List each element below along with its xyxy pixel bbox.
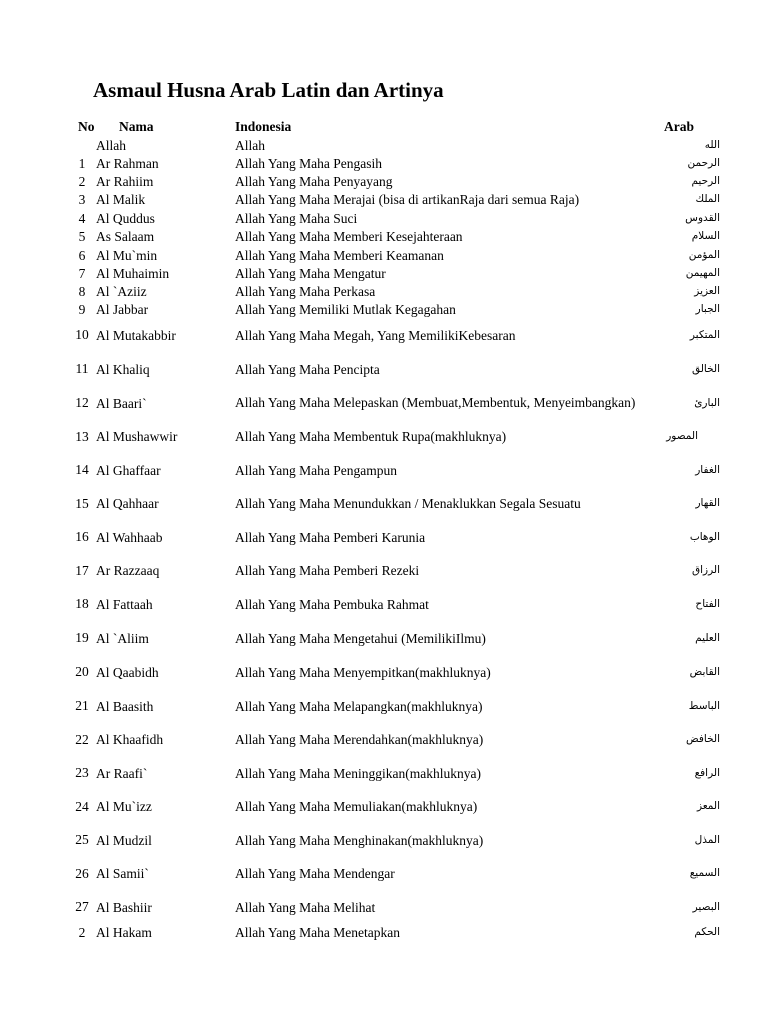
row-number: 6 xyxy=(78,247,86,263)
row-number: 17 xyxy=(75,562,89,578)
row-arab: الباسط xyxy=(688,699,720,712)
row-nama: Ar Raafi` xyxy=(96,765,148,781)
row-arab: المتكبر xyxy=(689,328,720,341)
table-row xyxy=(0,554,768,587)
table-row xyxy=(0,154,768,172)
row-nama: Al Samii` xyxy=(96,866,149,881)
row-nama: Al Mushawwir xyxy=(96,429,178,444)
row-arab: المعز xyxy=(696,800,720,812)
row-nama: Al Mu`min xyxy=(96,247,158,263)
table-row xyxy=(0,723,768,756)
header-arab: Arab xyxy=(664,119,694,134)
row-number: 13 xyxy=(75,428,89,444)
row-arab: الغفار xyxy=(695,463,720,476)
row-indonesia: Allah Yang Maha Pengampun xyxy=(235,462,397,478)
document-title: Asmaul Husna Arab Latin dan Artinya xyxy=(93,78,444,102)
row-number: 21 xyxy=(75,698,89,713)
row-number: 25 xyxy=(75,832,89,847)
row-nama: Al Baasith xyxy=(96,698,154,714)
row-indonesia: Allah Yang Maha Pencipta xyxy=(235,361,380,377)
row-number: 19 xyxy=(75,630,89,645)
table-row xyxy=(0,520,768,554)
row-number: 18 xyxy=(75,596,89,611)
table-row xyxy=(0,282,768,300)
table-row xyxy=(0,823,768,857)
row-number: 12 xyxy=(75,395,89,410)
row-arab: القدوس xyxy=(685,211,720,224)
row-indonesia: Allah Yang Maha Melihat xyxy=(235,899,376,915)
table-row xyxy=(0,136,768,154)
table-row xyxy=(0,924,768,941)
row-indonesia: Allah Yang Maha Menghinakan(makhluknya) xyxy=(235,832,484,848)
row-number: 22 xyxy=(75,731,89,747)
row-nama: As Salaam xyxy=(96,229,155,244)
row-indonesia: Allah Yang Maha Menyempitkan(makhluknya) xyxy=(235,664,491,680)
row-number: 7 xyxy=(78,265,86,281)
row-nama: Ar Rahman xyxy=(96,155,159,171)
row-arab: الملك xyxy=(695,193,720,205)
row-number: 11 xyxy=(75,361,89,376)
row-number: 4 xyxy=(78,210,86,226)
row-arab: الرحمن xyxy=(687,156,720,169)
row-arab: القهار xyxy=(695,497,720,509)
table-row xyxy=(0,318,768,352)
table-row xyxy=(0,621,768,655)
row-number: 3 xyxy=(78,192,86,207)
row-indonesia: Allah Yang Maha Pemberi Karunia xyxy=(235,529,426,545)
table-row xyxy=(0,790,768,823)
row-indonesia: Allah Yang Maha Megah, Yang MemilikiKebesaran xyxy=(235,327,516,343)
row-arab: العزيز xyxy=(694,284,720,297)
row-arab: البارئ xyxy=(694,396,720,409)
row-number: 24 xyxy=(75,798,89,814)
row-number: 5 xyxy=(78,229,86,244)
header-nama: Nama xyxy=(119,119,154,134)
row-indonesia: Allah Yang Maha Menetapkan xyxy=(235,925,400,940)
row-arab: المصور xyxy=(666,430,698,442)
table-row xyxy=(0,386,768,420)
row-indonesia: Allah xyxy=(235,137,265,153)
table-row xyxy=(0,655,768,689)
table-row xyxy=(0,587,768,621)
row-arab: الله xyxy=(704,138,720,151)
row-indonesia: Allah Yang Maha Memberi Keamanan xyxy=(235,247,444,263)
names-table xyxy=(0,136,768,941)
row-number: 2 xyxy=(78,925,86,940)
row-number: 2 xyxy=(78,173,86,189)
table-row xyxy=(0,352,768,386)
table-row xyxy=(0,857,768,890)
row-indonesia: Allah Yang Memiliki Mutlak Kegagahan xyxy=(235,301,456,317)
row-indonesia: Allah Yang Maha Memberi Kesejahteraan xyxy=(235,229,463,244)
table-row xyxy=(0,227,768,246)
row-arab: المؤمن xyxy=(688,248,720,261)
row-arab: السميع xyxy=(689,867,720,879)
row-number: 10 xyxy=(75,327,89,342)
row-indonesia: Allah Yang Maha Perkasa xyxy=(235,283,376,299)
row-indonesia: Allah Yang Maha Merendahkan(makhluknya) xyxy=(235,732,484,747)
row-nama: Al Mutakabbir xyxy=(96,327,176,343)
row-arab: الجبار xyxy=(695,302,720,315)
row-number: 20 xyxy=(75,664,89,679)
row-number: 26 xyxy=(75,865,89,881)
row-indonesia: Allah Yang Maha Mengatur xyxy=(235,265,386,281)
row-nama: Al Qahhaar xyxy=(96,496,159,511)
row-nama: Al Mudzil xyxy=(96,832,152,848)
row-number: 27 xyxy=(75,899,89,914)
row-arab: الرحيم xyxy=(691,174,720,187)
row-indonesia: Allah Yang Maha Melepaskan (Membuat,Membentuk, Menyeimbangkan) xyxy=(235,395,636,410)
row-indonesia: Allah Yang Maha Meninggikan(makhluknya) xyxy=(235,765,481,781)
row-number xyxy=(75,136,89,154)
table-row xyxy=(0,264,768,282)
row-nama: Al Malik xyxy=(96,192,146,207)
row-nama: Al Quddus xyxy=(96,210,155,226)
table-row xyxy=(0,300,768,318)
row-nama: Al Baari` xyxy=(96,395,147,411)
row-number: 8 xyxy=(78,283,86,299)
row-nama: Al Fattaah xyxy=(96,596,153,612)
row-arab: الحكم xyxy=(694,926,720,938)
row-nama: Al Qaabidh xyxy=(96,664,159,680)
row-nama: Al `Aliim xyxy=(96,630,149,646)
row-number: 23 xyxy=(75,765,89,780)
row-nama: Al Muhaimin xyxy=(96,265,170,281)
row-arab: الفتاح xyxy=(695,597,720,610)
row-indonesia: Allah Yang Maha Melapangkan(makhluknya) xyxy=(235,698,483,714)
row-number: 14 xyxy=(75,462,89,477)
row-arab: الوهاب xyxy=(689,530,720,543)
row-arab: الرافع xyxy=(694,766,720,779)
row-indonesia: Allah Yang Maha Membentuk Rupa(makhluknya) xyxy=(235,429,507,444)
row-arab: الخافض xyxy=(686,733,720,745)
row-nama: Al Bashiir xyxy=(96,899,152,915)
row-number: 9 xyxy=(78,301,86,317)
row-indonesia: Allah Yang Maha Mendengar xyxy=(235,866,395,881)
row-indonesia: Allah Yang Maha Memuliakan(makhluknya) xyxy=(235,799,478,814)
row-nama: Al `Aziiz xyxy=(96,283,147,299)
table-row xyxy=(0,190,768,209)
row-nama: Al Wahhaab xyxy=(96,529,163,545)
header-indonesia: Indonesia xyxy=(235,119,292,134)
row-arab: المذل xyxy=(694,833,720,846)
row-nama: Al Khaliq xyxy=(96,361,150,377)
row-nama: Allah xyxy=(96,137,126,153)
row-indonesia: Allah Yang Maha Pengasih xyxy=(235,155,382,171)
row-nama: Al Hakam xyxy=(96,925,152,940)
table-row xyxy=(0,890,768,924)
table-row xyxy=(0,209,768,227)
header-no: No xyxy=(78,119,95,134)
row-number: 1 xyxy=(78,155,86,171)
row-arab: البصير xyxy=(692,900,720,913)
row-arab: العليم xyxy=(695,631,720,644)
row-number: 15 xyxy=(75,495,89,511)
row-indonesia: Allah Yang Maha Suci xyxy=(235,210,358,226)
row-nama: Ar Rahiim xyxy=(96,173,154,189)
table-row xyxy=(0,420,768,453)
row-number: 16 xyxy=(75,529,89,544)
table-row xyxy=(0,246,768,264)
row-arab: الخالق xyxy=(691,362,720,375)
row-arab: المهيمن xyxy=(685,266,720,279)
table-row xyxy=(0,453,768,487)
row-indonesia: Allah Yang Maha Menundukkan / Menaklukkan Segala Sesuatu xyxy=(235,496,581,511)
table-row xyxy=(0,756,768,790)
row-nama: Al Khaafidh xyxy=(96,732,164,747)
row-arab: السلام xyxy=(691,230,720,242)
row-indonesia: Allah Yang Maha Merajai (bisa di artikanRaja dari semua Raja) xyxy=(235,192,580,207)
row-nama: Al Jabbar xyxy=(96,301,149,317)
row-indonesia: Allah Yang Maha Penyayang xyxy=(235,173,393,189)
row-arab: الرزاق xyxy=(691,564,720,576)
row-nama: Ar Razzaaq xyxy=(96,563,160,578)
row-nama: Al Mu`izz xyxy=(96,799,152,814)
row-indonesia: Allah Yang Maha Mengetahui (MemilikiIlmu) xyxy=(235,630,486,646)
row-indonesia: Allah Yang Maha Pemberi Rezeki xyxy=(235,563,420,578)
row-nama: Al Ghaffaar xyxy=(96,462,161,478)
table-row xyxy=(0,172,768,190)
table-row xyxy=(0,689,768,723)
table-row xyxy=(0,487,768,520)
row-arab: القابض xyxy=(689,665,720,678)
row-indonesia: Allah Yang Maha Pembuka Rahmat xyxy=(235,596,429,612)
